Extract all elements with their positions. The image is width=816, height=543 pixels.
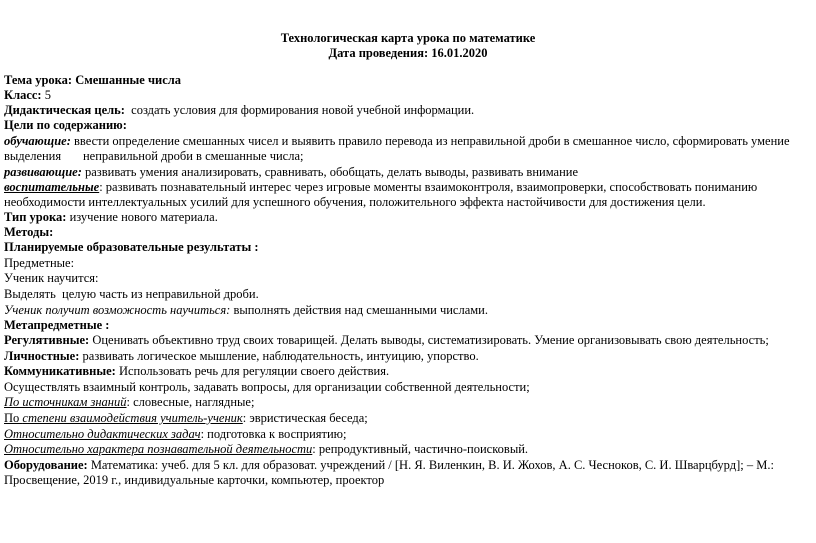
- regulatory-label: Регулятивные:: [4, 333, 90, 347]
- interaction-prefix: По: [4, 411, 23, 425]
- didactic-tasks-value: : подготовка к восприятию;: [200, 427, 347, 441]
- class-line: [4, 88, 812, 104]
- results-heading: [4, 240, 812, 256]
- cognitive-activity-value: : репродуктивный, частично-поисковый.: [312, 442, 529, 456]
- educating-goal-label: воспитательные: [4, 180, 100, 194]
- opportunity-value: выполнять действия над смешанными числами.: [233, 303, 488, 317]
- will-learn-line: [4, 271, 812, 287]
- lesson-type-line: [4, 210, 812, 226]
- regulatory-line: [4, 333, 812, 349]
- personal-label: Личностные:: [4, 349, 80, 363]
- document-title: Технологическая карта урока по математике: [280, 31, 536, 45]
- will-learn-item: Выделять целую часть из неправильной дроби.: [4, 287, 259, 301]
- communicative-label: Коммуникативные:: [4, 364, 116, 378]
- cognitive-activity-label: Относительно характера познавательной деятельности: [4, 442, 313, 456]
- opportunity-line: [4, 303, 812, 319]
- educating-goal-line: [4, 180, 812, 196]
- methods-label: Методы:: [4, 225, 54, 239]
- goals-heading-text: Цели по содержанию:: [4, 118, 127, 132]
- didactic-goal-line: [4, 103, 812, 119]
- opportunity-label: Ученик получит возможность научиться:: [4, 303, 231, 317]
- lesson-type-value: изучение нового материала.: [69, 210, 218, 224]
- equipment-value-2: Просвещение, 2019 г., индивидуальные карточки, компьютер, проектор: [4, 473, 385, 487]
- developing-goal-value: развивать умения анализировать, сравнивать, обобщать, делать выводы, развивать внимание: [85, 165, 579, 179]
- educating-goal-value-2: необходимости интеллектуальных усилий для успешного обучения, положительного эффекта настойчивости для достижения цели.: [4, 195, 706, 209]
- teaching-goal-label: обучающие:: [4, 134, 71, 148]
- interaction-line: [4, 411, 812, 427]
- meta-heading-text: Метапредметные :: [4, 318, 110, 332]
- didactic-goal-value: создать условия для формирования новой учебной информации.: [131, 103, 475, 117]
- equipment-value: Математика: учеб. для 5 кл. для образоват. учреждений / [Н. Я. Виленкин, В. И. Жохов, А. С. Чесноков, С. И. Шварцбурд]; – М.:: [90, 458, 774, 472]
- regulatory-value: Оценивать объективно труд своих товарищей. Делать выводы, систематизировать. Умение организовывать свою деятельность;: [92, 333, 769, 347]
- lesson-type-label: Тип урока:: [4, 210, 67, 224]
- class-label: Класс:: [4, 88, 42, 102]
- equipment-label: Оборудование:: [4, 458, 88, 472]
- communicative-line-2: [4, 380, 812, 396]
- teaching-goal-value: ввести определение смешанных чисел и выявить правило перевода из неправильной дроби в смешанное число, сформировать умение: [74, 134, 790, 148]
- equipment-line-2: [4, 473, 812, 489]
- subject-results-label: Предметные:: [4, 256, 75, 270]
- didactic-goal-label: Дидактическая цель:: [4, 103, 125, 117]
- interaction-label: степени взаимодействия учитель-ученик: [22, 411, 243, 425]
- methods-line: [4, 225, 812, 241]
- subject-results-line: [4, 256, 812, 272]
- teaching-goal-value-2: выделения неправильной дроби в смешанные числа;: [4, 149, 304, 163]
- knowledge-sources-line: [4, 395, 812, 411]
- communicative-line: [4, 364, 812, 380]
- teaching-goal-line: [4, 134, 812, 150]
- developing-goal-label: развивающие:: [4, 165, 82, 179]
- will-learn-label: Ученик научится:: [4, 271, 99, 285]
- goals-heading: [4, 118, 812, 134]
- knowledge-sources-value: : словесные, наглядные;: [126, 395, 255, 409]
- topic-value: Смешанные числа: [75, 73, 182, 87]
- lesson-date: Дата проведения: 16.01.2020: [328, 46, 488, 60]
- topic-label: Тема урока:: [4, 73, 73, 87]
- personal-value: развивать логическое мышление, наблюдательность, интуицию, упорство.: [82, 349, 479, 363]
- knowledge-sources-label: По источникам знаний: [4, 395, 127, 409]
- educating-goal-line-2: [4, 195, 812, 211]
- developing-goal-line: [4, 165, 812, 181]
- topic-line: [4, 73, 812, 89]
- results-heading-text: Планируемые образовательные результаты :: [4, 240, 259, 254]
- meta-heading: [4, 318, 812, 334]
- communicative-value: Использовать речь для регуляции своего действия.: [118, 364, 390, 378]
- didactic-tasks-label: Относительно дидактических задач: [4, 427, 201, 441]
- class-value: 5: [44, 88, 51, 102]
- teaching-goal-line-2: [4, 149, 812, 165]
- personal-line: [4, 349, 812, 365]
- didactic-tasks-line: [4, 427, 812, 443]
- interaction-value: : эвристическая беседа;: [242, 411, 368, 425]
- cognitive-activity-line: [4, 442, 812, 458]
- will-learn-item-line: [4, 287, 812, 303]
- educating-goal-value: : развивать познавательный интерес через игровые моменты взаимоконтроля, взаимопроверки, способствовать пониманию: [99, 180, 758, 194]
- communicative-value-2: Осуществлять взаимный контроль, задавать вопросы, для организации собственной деятельности;: [4, 380, 530, 394]
- equipment-line: [4, 458, 812, 474]
